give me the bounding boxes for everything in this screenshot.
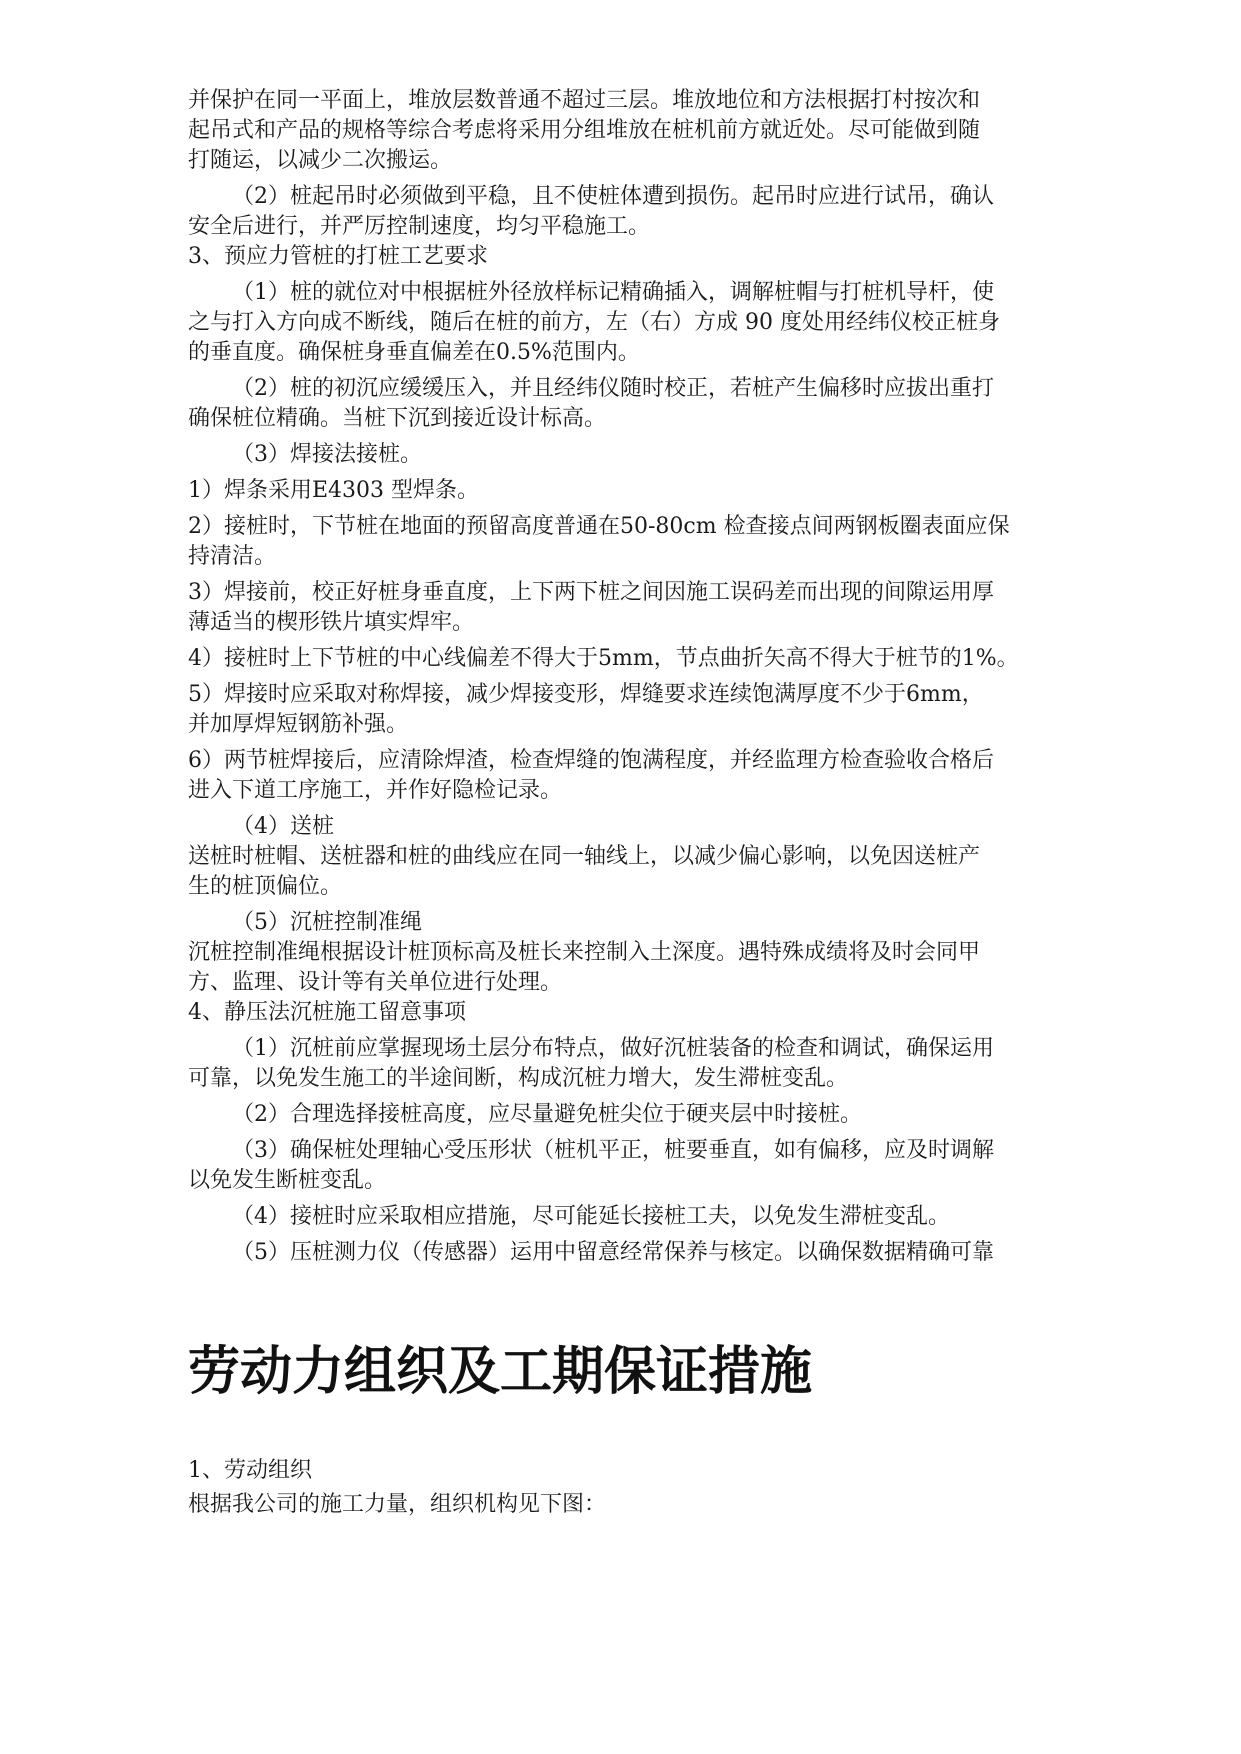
text-line: 进入下道工序施工，并作好隐检记录。 — [188, 778, 563, 803]
text-line: （1）沉桩前应掌握现场土层分布特点，做好沉桩装备的检查和调试，确保运用 — [232, 1036, 994, 1061]
text-line: （5）压桩测力仪（传感器）运用中留意经常保养与核定。以确保数据精确可靠 — [232, 1240, 994, 1265]
text-line: 确保桩位精确。当桩下沉到接近设计标高。 — [188, 406, 607, 431]
text-line: （2）桩起吊时必须做到平稳，且不使桩体遭到损伤。起吊时应进行试吊，确认 — [232, 184, 994, 209]
text-line: 生的桩顶偏位。 — [188, 874, 343, 899]
text-line: 1）焊条采用E4303 型焊条。 — [188, 478, 480, 503]
text-line: 的垂直度。确保桩身垂直偏差在0.5%范围内。 — [188, 340, 640, 365]
text-line: 沉桩控制准绳根据设计桩顶标高及桩长来控制入土深度。遇特殊成绩将及时会同甲 — [188, 940, 981, 965]
text-line: （3）确保桩处理轴心受压形状（桩机平正，桩要垂直，如有偏移，应及时调解 — [232, 1138, 994, 1163]
text-line: （1）桩的就位对中根据桩外径放样标记精确插入，调解桩帽与打桩机导杆，使 — [232, 280, 994, 305]
text-line: （5）沉桩控制准绳 — [232, 910, 422, 935]
text-line: 之与打入方向成不断线，随后在桩的前方，左（右）方成 90 度处用经纬仪校正桩身 — [188, 310, 1000, 335]
text-line: 打随运，以减少二次搬运。 — [188, 148, 453, 173]
text-line: 薄适当的楔形铁片填实焊牢。 — [188, 610, 475, 635]
text-line: 起吊式和产品的规格等综合考虑将采用分组堆放在桩机前方就近处。尽可能做到随 — [188, 118, 981, 143]
text-line: 5）焊接时应采取对称焊接，减少焊接变形，焊缝要求连续饱满厚度不少于6mm， — [188, 682, 984, 707]
text-line: 并加厚焊短钢筋补强。 — [188, 712, 409, 737]
text-line: （4）接桩时应采取相应措施，尽可能延长接桩工夫，以免发生滞桩变乱。 — [232, 1204, 950, 1229]
section-heading: 4、静压法沉桩施工留意事项 — [188, 1000, 466, 1025]
text-line: 以免发生断桩变乱。 — [188, 1168, 387, 1193]
text-line: 可靠，以免发生施工的半途间断，构成沉桩力增大，发生滞桩变乱。 — [188, 1066, 849, 1091]
text-line: 3）焊接前，校正好桩身垂直度，上下两下桩之间因施工误码差而出现的间隙运用厚 — [188, 580, 994, 605]
text-line: 送桩时桩帽、送桩器和桩的曲线应在同一轴线上，以减少偏心影响，以免因送桩产 — [188, 844, 981, 869]
page-title: 劳动力组织及工期保证措施 — [188, 1342, 813, 1402]
text-line: 方、监理、设计等有关单位进行处理。 — [188, 970, 563, 995]
text-line: 6）两节桩焊接后，应清除焊渣，检查焊缝的饱满程度，并经监理方检查验收合格后 — [188, 748, 994, 773]
text-line: 1、劳动组织 — [188, 1458, 312, 1483]
text-line: （2）桩的初沉应缓缓压入，并且经纬仪随时校正，若桩产生偏移时应拔出重打 — [232, 376, 994, 401]
text-line: （3）焊接法接桩。 — [232, 442, 422, 467]
text-line: 持清洁。 — [188, 544, 277, 569]
text-line: （2）合理选择接桩高度，应尽量避免桩尖位于硬夹层中时接桩。 — [232, 1102, 862, 1127]
text-line: （4）送桩 — [232, 814, 334, 839]
text-line: 2）接桩时，下节桩在地面的预留高度普通在50-80cm 检查接点间两钢板圈表面应保 — [188, 514, 1010, 539]
text-line: 安全后进行，并严厉控制速度，均匀平稳施工。 — [188, 214, 651, 239]
text-line: 并保护在同一平面上，堆放层数普通不超过三层。堆放地位和方法根据打村按次和 — [188, 88, 981, 113]
text-line: 4）接桩时上下节桩的中心线偏差不得大于5mm，节点曲折矢高不得大于桩节的1%。 — [188, 646, 1019, 671]
section-heading: 3、预应力管桩的打桩工艺要求 — [188, 244, 488, 269]
text-line: 根据我公司的施工力量，组织机构见下图： — [188, 1492, 607, 1517]
